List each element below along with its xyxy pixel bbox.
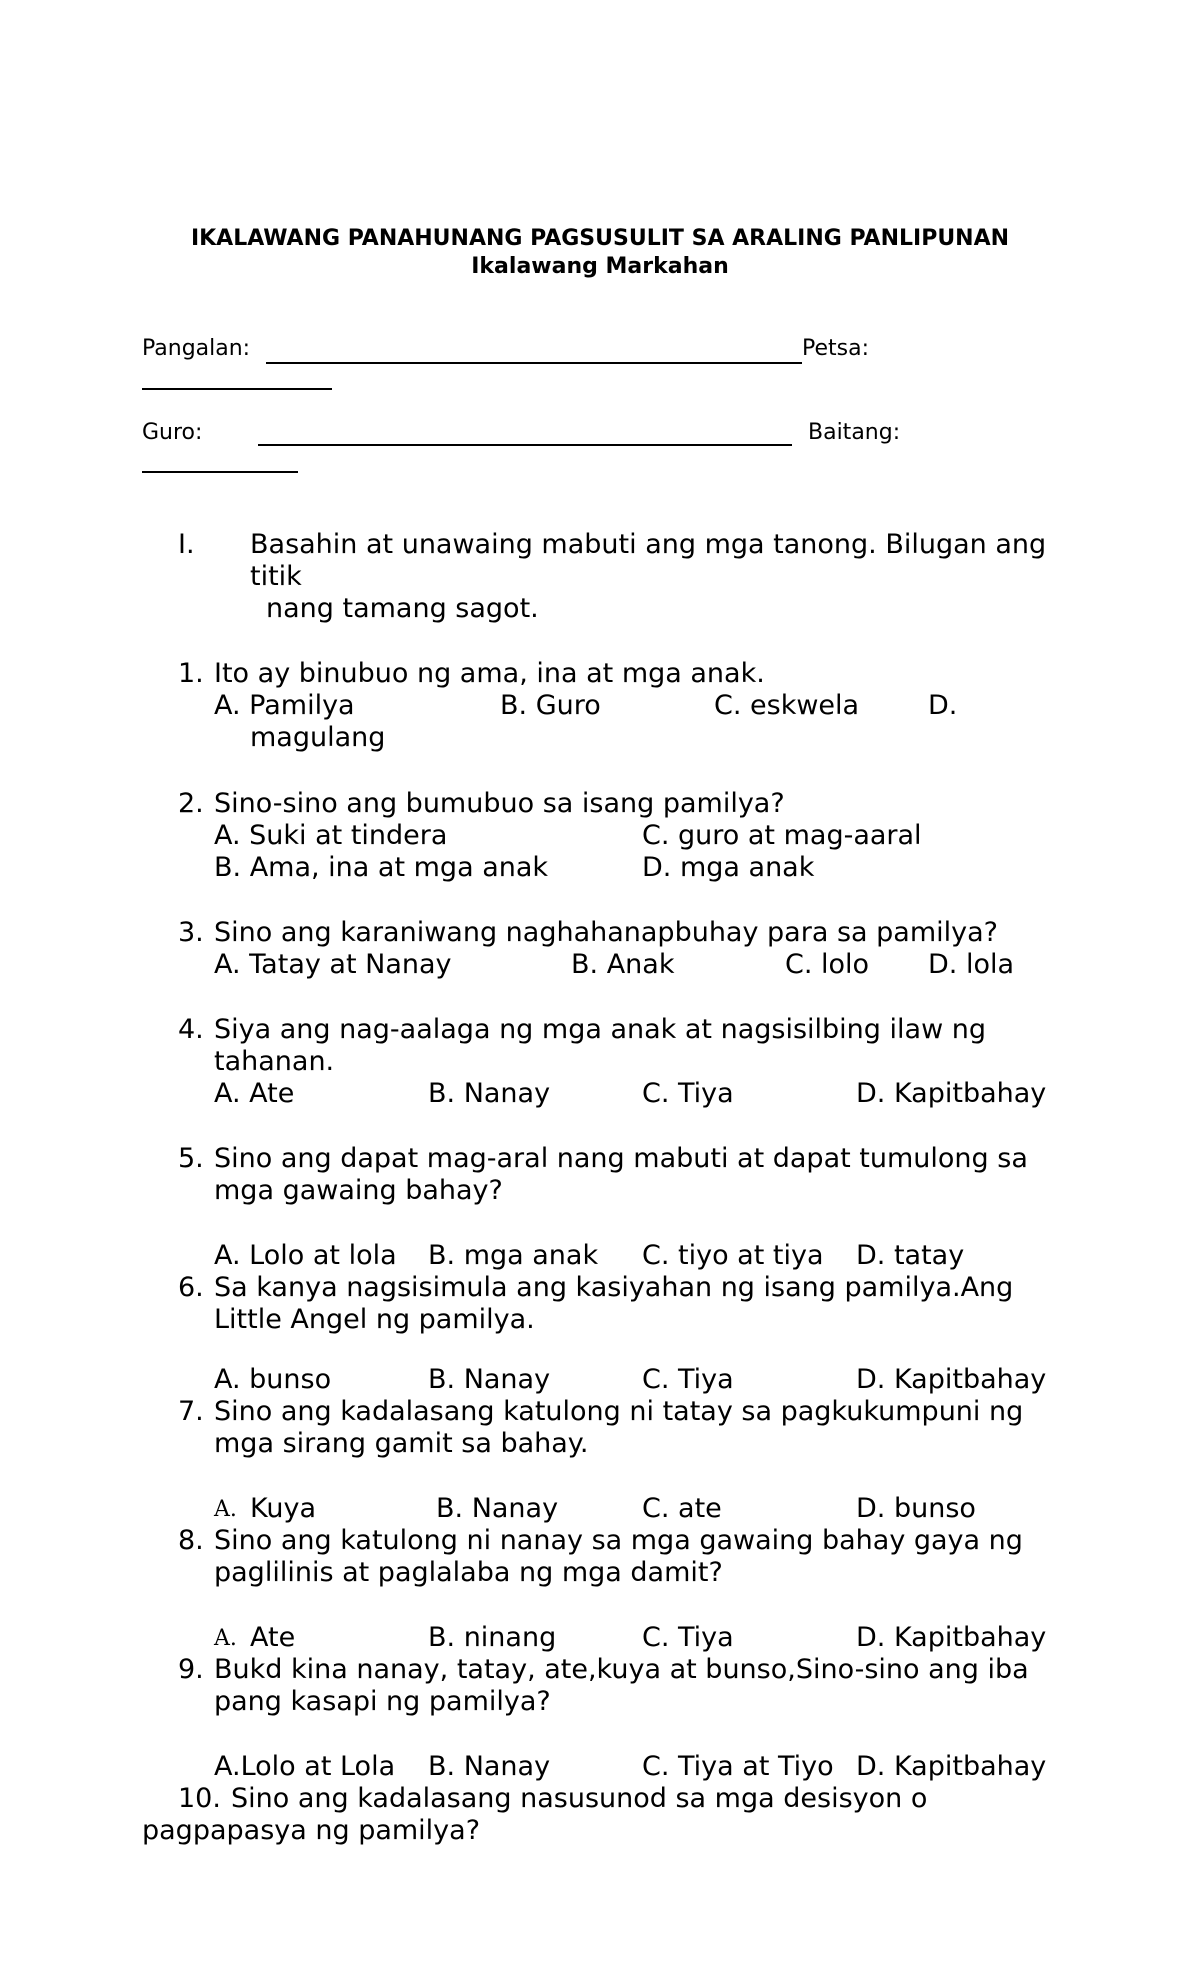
choice[interactable]: A. Pamilya — [214, 690, 355, 721]
grade-label: Baitang: — [808, 420, 901, 445]
choice[interactable]: C. Tiya at Tiyo — [642, 1751, 834, 1782]
name-label: Pangalan: — [142, 336, 251, 361]
date-label: Petsa: — [802, 336, 869, 361]
choice[interactable]: A. Lolo at lola — [214, 1240, 397, 1271]
choice[interactable]: D. Kapitbahay — [856, 1364, 1047, 1395]
question-text: mga gawaing bahay? — [214, 1175, 503, 1206]
choice[interactable]: C. lolo — [785, 949, 870, 980]
question-number: 6. — [178, 1272, 204, 1303]
choice[interactable]: D. Kapitbahay — [856, 1751, 1047, 1782]
choice[interactable]: D. lola — [928, 949, 1015, 980]
choice[interactable]: C. guro at mag-aaral — [642, 820, 922, 851]
choice[interactable]: B. Nanay — [428, 1364, 551, 1395]
choice[interactable]: B. Ama, ina at mga anak — [214, 852, 549, 883]
question-text: Sino ang dapat mag-aral nang mabuti at dapat tumulong sa — [214, 1143, 1028, 1174]
choice[interactable]: C. Tiya — [642, 1622, 734, 1653]
question-number: 3. — [178, 917, 204, 948]
question-text: Bukd kina nanay, tatay, ate,kuya at bunso,Sino-sino ang iba — [214, 1654, 1029, 1685]
teacher-label: Guro: — [142, 420, 203, 445]
choice[interactable]: B. Nanay — [428, 1078, 551, 1109]
question-text: Ito ay binubuo ng ama, ina at mga anak. — [214, 658, 765, 689]
question-number: 2. — [178, 788, 204, 819]
choice[interactable]: D. tatay — [856, 1240, 965, 1271]
choice-continuation: magulang — [250, 722, 386, 753]
question-number: 4. — [178, 1014, 204, 1045]
question-text: Sino ang katulong ni nanay sa mga gawaing bahay gaya ng — [214, 1525, 1023, 1556]
choice[interactable]: C. Tiya — [642, 1078, 734, 1109]
date-blank[interactable] — [142, 388, 332, 390]
question-text: mga sirang gamit sa bahay. — [214, 1428, 589, 1459]
choice[interactable]: C. ate — [642, 1493, 722, 1524]
question-number: 1. — [178, 658, 204, 689]
question-text: paglilinis at paglalaba ng mga damit? — [214, 1557, 723, 1588]
question-number: 5. — [178, 1143, 204, 1174]
choice[interactable]: D. bunso — [856, 1493, 976, 1524]
instructions-line: titik — [250, 561, 302, 592]
choice-letter: A. — [214, 1497, 237, 1522]
choice[interactable]: D. Kapitbahay — [856, 1078, 1047, 1109]
teacher-blank[interactable] — [258, 444, 792, 446]
choice[interactable]: C. eskwela — [714, 690, 860, 721]
question-text: Sa kanya nagsisimula ang kasiyahan ng isang pamilya.Ang — [214, 1272, 1014, 1303]
choice[interactable]: A. Tatay at Nanay — [214, 949, 452, 980]
question-number: 7. — [178, 1396, 204, 1427]
exam-title: IKALAWANG PANAHUNANG PAGSUSULIT SA ARALING PANLIPUNAN — [190, 226, 1010, 251]
choice[interactable]: B. Nanay — [428, 1751, 551, 1782]
choice[interactable]: B. ninang — [428, 1622, 557, 1653]
question-number: 9. — [178, 1654, 204, 1685]
question-text: Siya ang nag-aalaga ng mga anak at nagsisilbing ilaw ng — [214, 1014, 986, 1045]
choice[interactable]: C. Tiya — [642, 1364, 734, 1395]
choice[interactable]: A. Ate — [214, 1078, 295, 1109]
choice-letter: A. — [214, 1626, 237, 1651]
choice[interactable]: D. — [928, 690, 958, 721]
choice[interactable]: A. bunso — [214, 1364, 332, 1395]
choice[interactable]: D. mga anak — [642, 852, 815, 883]
question-number: 8. — [178, 1525, 204, 1556]
choice[interactable]: B. Guro — [500, 690, 601, 721]
question-text: Little Angel ng pamilya. — [214, 1304, 535, 1335]
question-number: 10. — [178, 1783, 221, 1814]
instructions-numeral: I. — [178, 529, 195, 560]
question-text: Sino ang kadalasang nasusunod sa mga desisyon o — [231, 1783, 928, 1814]
choice[interactable]: A. Suki at tindera — [214, 820, 448, 851]
instructions-line: Basahin at unawaing mabuti ang mga tanong. Bilugan ang — [250, 529, 1047, 560]
instructions-line: nang tamang sagot. — [266, 593, 539, 624]
question-text: Sino-sino ang bumubuo sa isang pamilya? — [214, 788, 785, 819]
question-text: pang kasapi ng pamilya? — [214, 1686, 551, 1717]
choice[interactable]: C. tiyo at tiya — [642, 1240, 824, 1271]
choice[interactable]: Kuya — [250, 1493, 316, 1524]
choice[interactable]: A.Lolo at Lola — [214, 1751, 396, 1782]
choice[interactable]: B. Nanay — [436, 1493, 559, 1524]
choice[interactable]: B. mga anak — [428, 1240, 599, 1271]
choice[interactable]: B. Anak — [571, 949, 675, 980]
question-text: Sino ang kadalasang katulong ni tatay sa pagkukumpuni ng — [214, 1396, 1024, 1427]
choice[interactable]: Ate — [250, 1622, 296, 1653]
choice[interactable]: D. Kapitbahay — [856, 1622, 1047, 1653]
exam-subtitle: Ikalawang Markahan — [471, 254, 729, 279]
question-text: pagpapasya ng pamilya? — [142, 1815, 481, 1846]
grade-blank[interactable] — [142, 471, 298, 473]
question-text: Sino ang karaniwang naghahanapbuhay para sa pamilya? — [214, 917, 998, 948]
name-blank[interactable] — [266, 362, 802, 364]
question-text: tahanan. — [214, 1046, 335, 1077]
